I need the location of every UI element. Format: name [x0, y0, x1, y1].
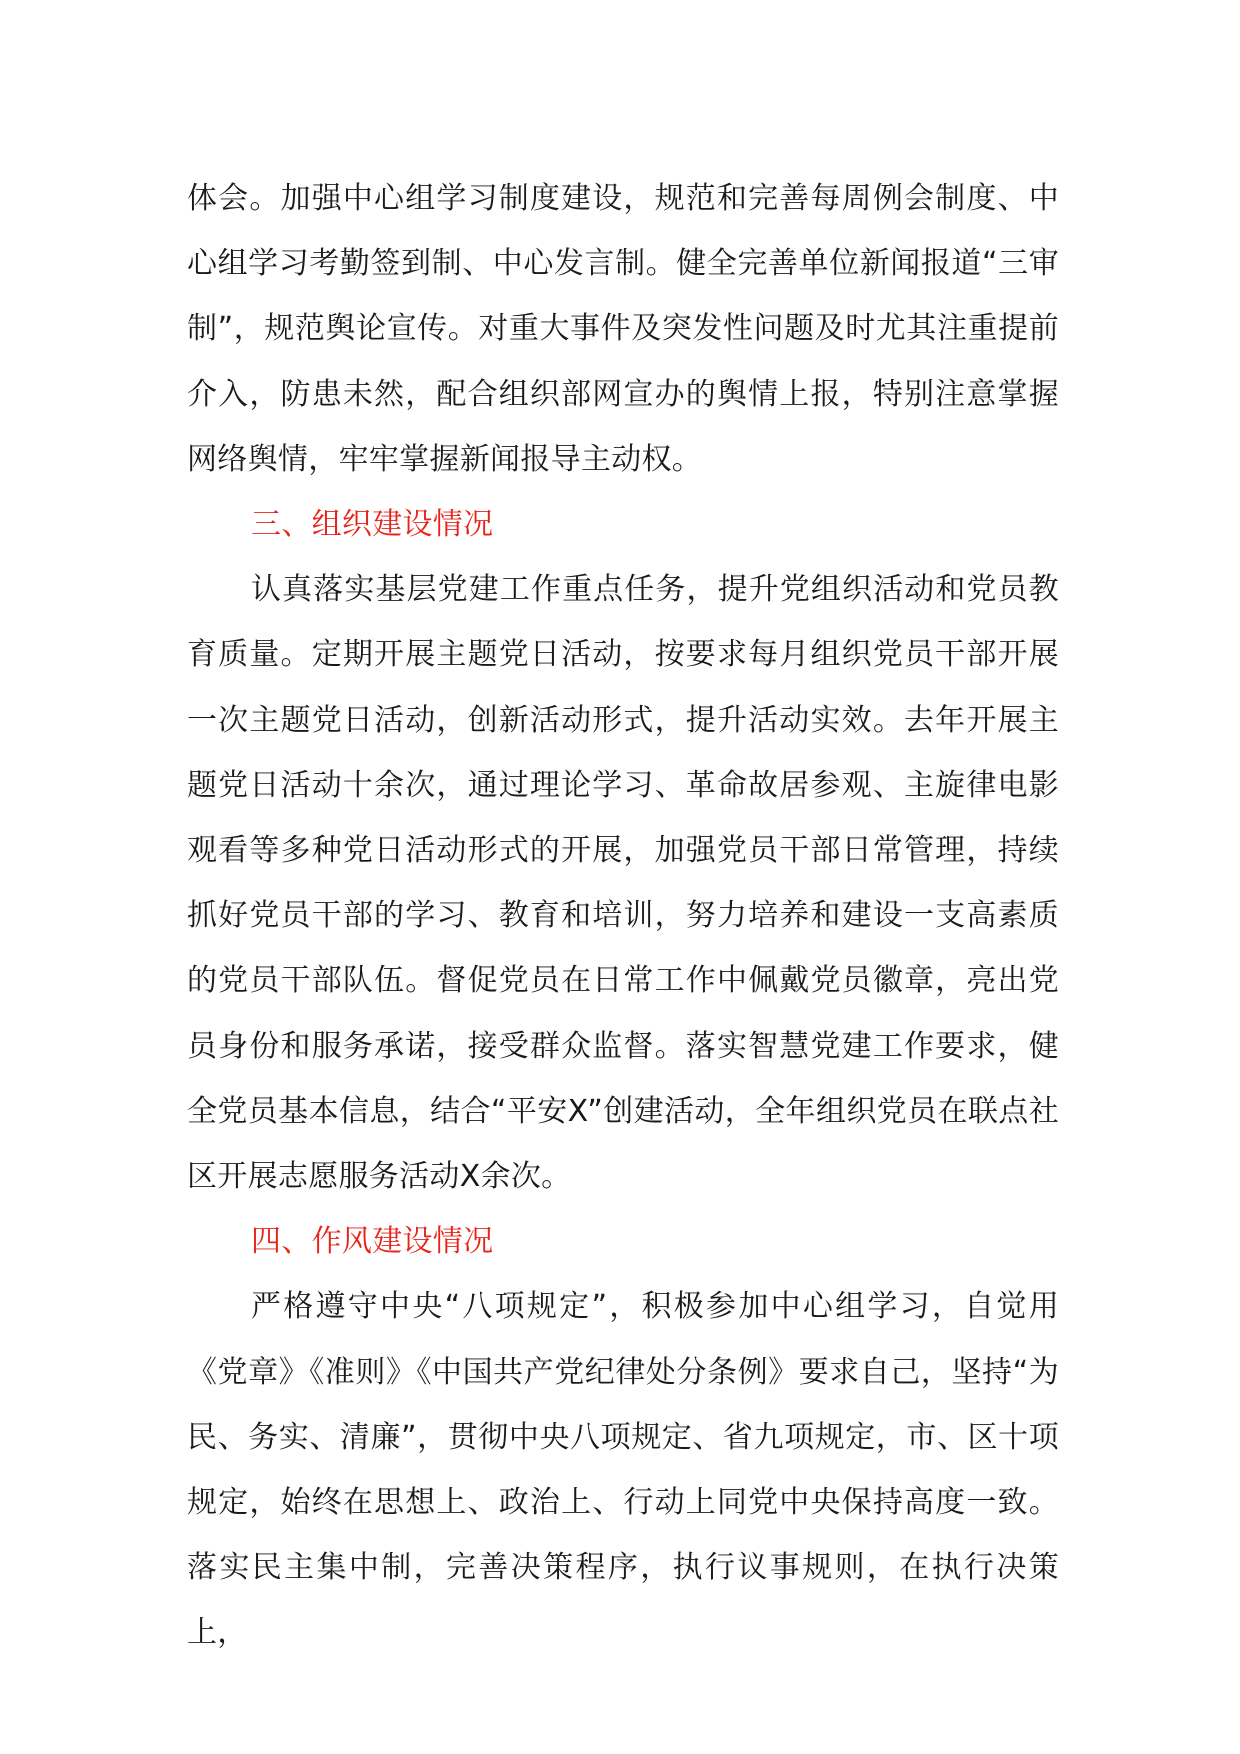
paragraph-continuation: 体会。加强中心组学习制度建设，规范和完善每周例会制度、中心组学习考勤签到制、中心发言制。健全完善单位新闻报道“三审制”，规范舆论宣传。对重大事件及突发性问题及时尤其注重提前介入，防患未然，配合组织部网宣办的舆情上报，特别注意掌握网络舆情，牢牢掌握新闻报导主动权。: [187, 181, 1059, 477]
section-heading-conduct: 四、作风建设情况: [251, 1224, 494, 1260]
paragraph-organization: 认真落实基层党建工作重点任务，提升党组织活动和党员教育质量。定期开展主题党日活动，按要求每月组织党员干部开展一次主题党日活动，创新活动形式，提升活动实效。去年开展主题党日活动十余次，通过理论学习、革命故居参观、主旋律电影观看等多种党日活动形式的开展，加强党员干部日常管理，持续抓好党员干部的学习、教育和培训，努力培养和建设一支高素质的党员干部队伍。督促党员在日常工作中佩戴党员徽章，亮出党员身份和服务承诺，接受群众监督。落实智慧党建工作要求，健全党员基本信息，结合“平安X”创建活动，全年组织党员在联点社区开展志愿服务活动X余次。: [187, 572, 1059, 1195]
paragraph-conduct: 严格遵守中央“八项规定”，积极参加中心组学习，自觉用《党章》《准则》《中国共产党纪律处分条例》要求自己，坚持“为民、务实、清廉”，贯彻中央八项规定、省九项规定，市、区十项规定，始终在思想上、政治上、行动上同党中央保持高度一致。落实民主集中制，完善决策程序，执行议事规则，在执行决策上，: [187, 1289, 1059, 1651]
section-heading-organization: 三、组织建设情况: [251, 507, 494, 543]
document-body: [187, 166, 1059, 1666]
